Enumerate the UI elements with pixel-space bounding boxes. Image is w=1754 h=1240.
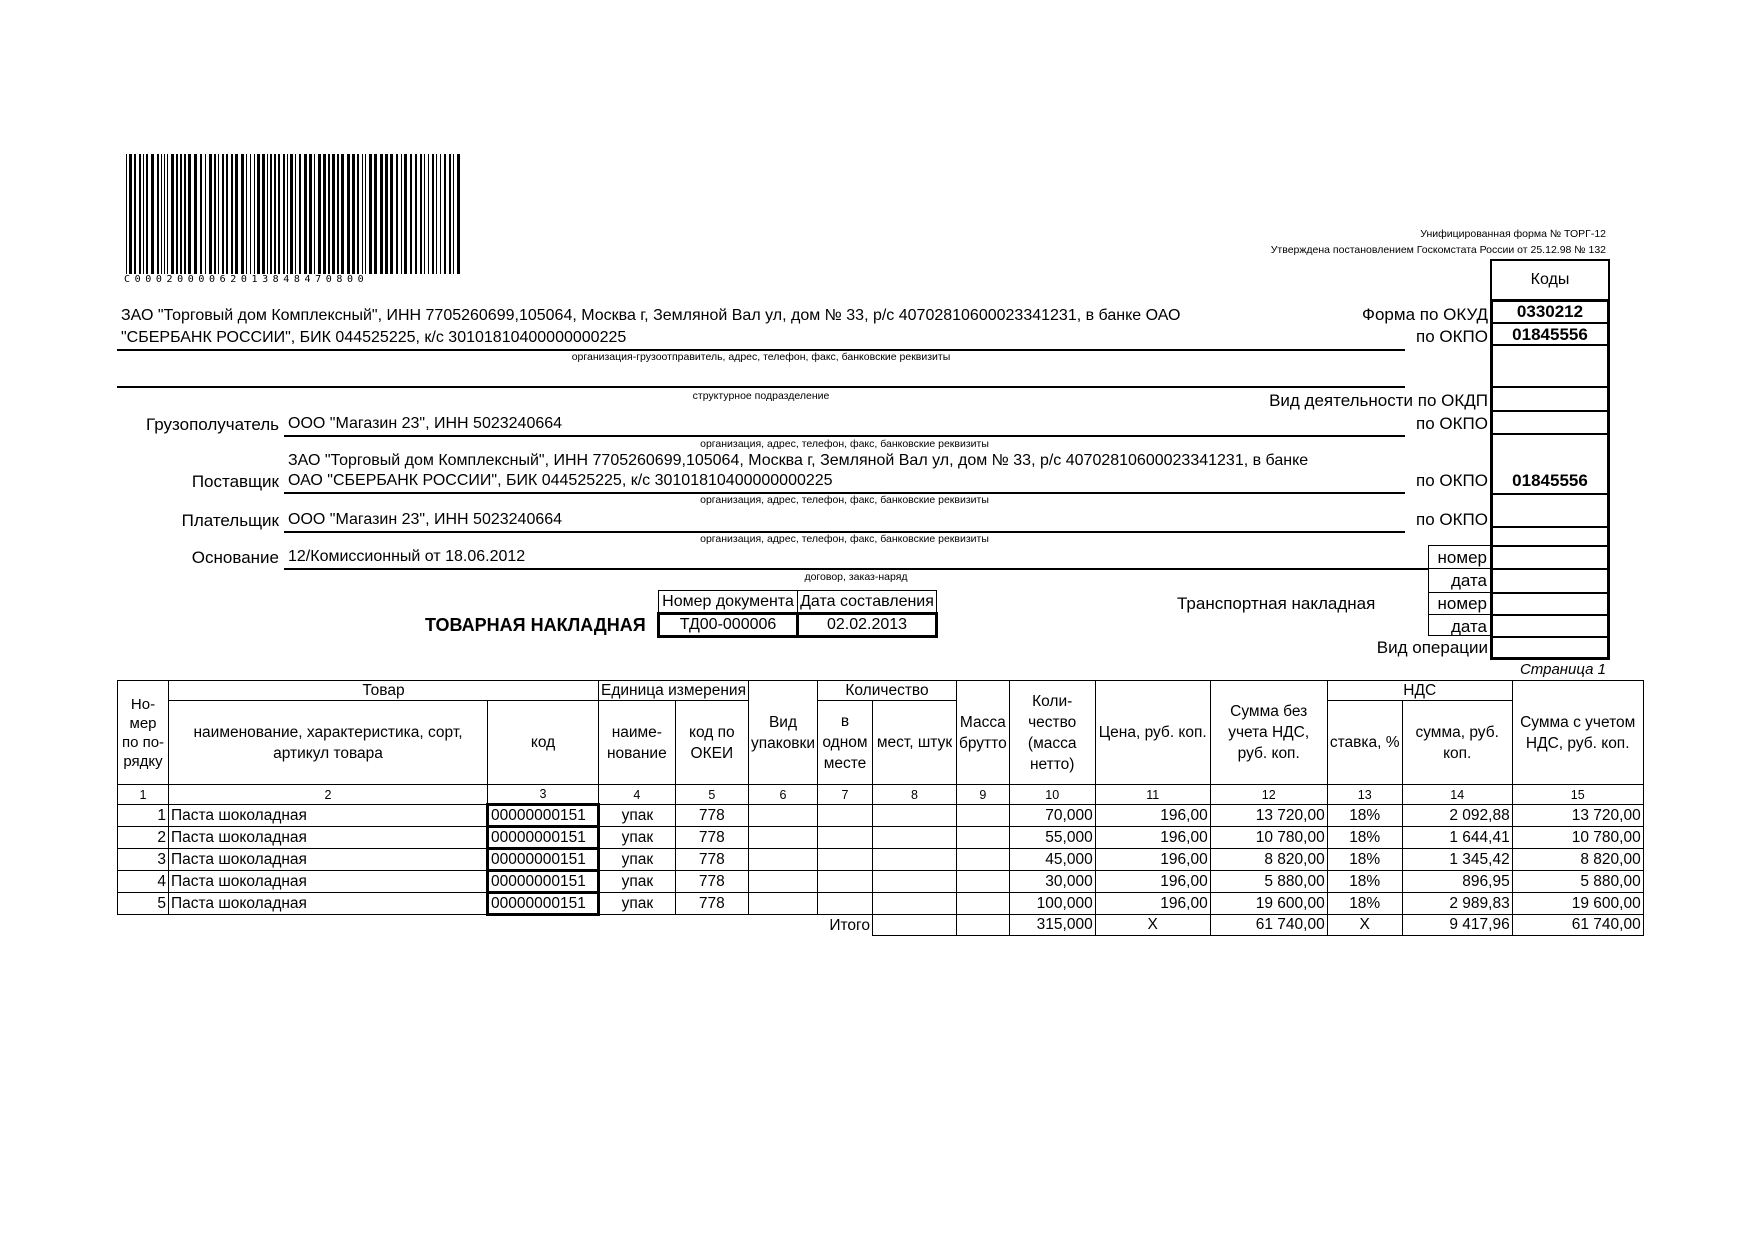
document-number-box	[657, 590, 938, 638]
barcode-bar	[428, 154, 429, 274]
barcode-bar	[167, 154, 168, 274]
barcode-bar	[180, 154, 182, 274]
barcode-bar	[246, 154, 247, 274]
barcode-bar	[235, 154, 238, 274]
table-row: 3 Паста шоколадная 00000000151 упак 778 45,000 196,00 8 820,00 18% 1 345,42 8 820,00	[118, 849, 1644, 871]
okpo-label: по ОКПО	[1416, 327, 1488, 346]
division-caption: структурное подразделение	[692, 390, 830, 402]
header-gross: Масса брутто	[956, 681, 1009, 785]
basis-number-label: номер	[1437, 548, 1487, 567]
header-sum-with-vat: Сумма с учетом НДС, руб. коп.	[1512, 681, 1643, 785]
transport-label: Транспортная накладная	[1177, 594, 1376, 613]
document-number-header: Номер документа	[659, 591, 798, 614]
basis-label: Основание	[191, 548, 279, 567]
barcode-bar	[209, 154, 212, 274]
barcode-bar	[200, 154, 202, 274]
barcode-bar	[328, 154, 330, 274]
barcode-bar	[420, 154, 422, 274]
table-row: 5 Паста шоколадная 00000000151 упак 778 100,000 196,00 19 600,00 18% 2 989,83 19 600,00	[118, 893, 1644, 915]
barcode-bar	[270, 154, 272, 274]
barcode-bar	[254, 154, 255, 274]
transport-date-label: дата	[1450, 617, 1487, 636]
barcode-bar	[151, 154, 154, 274]
supplier-okpo-value: 01845556	[1512, 471, 1588, 490]
page-label: Страница 1	[1519, 661, 1606, 678]
header-price: Цена, руб. коп.	[1095, 681, 1210, 785]
supplier-line-1: ЗАО "Торговый дом Комплексный", ИНН 7705260699,105064, Москва г, Земляной Вал ул, дом № 33, р/с 40702810600023341231, в банке	[288, 452, 1309, 469]
basis-caption: договор, заказ-наряд	[804, 571, 908, 583]
barcode-bar	[218, 154, 219, 274]
barcode-bar	[129, 154, 132, 274]
barcode-bar	[250, 154, 251, 274]
header-vat: НДС	[1327, 681, 1512, 701]
consignee-value: ООО "Магазин 23", ИНН 5023240664	[288, 415, 563, 432]
barcode-bar	[188, 154, 191, 274]
barcode-bar	[134, 154, 136, 274]
barcode-bar	[415, 154, 417, 274]
barcode-bar	[139, 154, 141, 274]
payer-okpo-label: по ОКПО	[1416, 510, 1488, 529]
okud-label: Форма по ОКУД	[1362, 305, 1488, 324]
barcode-bar	[295, 154, 296, 274]
barcode-bar	[453, 154, 454, 274]
barcode-bar	[337, 154, 339, 274]
barcode-bar	[267, 154, 268, 274]
basis-value: 12/Комиссионный от 18.06.2012	[288, 548, 526, 565]
barcode-bar	[457, 154, 460, 274]
shipper-line-2: "СБЕРБАНК РОССИИ", БИК 044525225, к/с 30101810400000000225	[121, 329, 627, 346]
barcode-bar	[214, 154, 216, 274]
totals-label: Итого	[829, 916, 870, 934]
header-goods: Товар	[169, 681, 599, 701]
barcode-bar	[369, 154, 372, 274]
barcode-bar	[314, 154, 315, 274]
supplier-label: Поставщик	[191, 472, 279, 491]
header-sum-no-vat: Сумма без учета НДС, руб. коп.	[1210, 681, 1327, 785]
barcode-bar	[161, 154, 162, 274]
barcode-bar	[410, 154, 412, 274]
table-row: 1 Паста шоколадная 00000000151 упак 778 70,000 196,00 13 720,00 18% 2 092,88 13 720,00	[118, 805, 1644, 827]
codes-title: Коды	[1530, 271, 1570, 288]
barcode-bar	[143, 154, 144, 274]
barcode-bar	[374, 154, 377, 274]
barcode-bar	[357, 154, 359, 274]
barcode-bar	[365, 154, 366, 274]
header-unit-okei: код по ОКЕИ	[675, 701, 748, 785]
okud-value: 0330212	[1516, 302, 1584, 321]
barcode-bar	[171, 154, 174, 274]
header-net: Коли-чество (масса нетто)	[1009, 681, 1095, 785]
barcode-bar	[226, 154, 228, 274]
barcode-bar	[440, 154, 441, 274]
barcode-bar	[184, 154, 186, 274]
items-table	[117, 680, 1644, 936]
supplier-caption: организация, адрес, телефон, факс, банковские реквизиты	[700, 494, 989, 506]
barcode-bar	[352, 154, 355, 274]
barcode-bar	[157, 154, 159, 274]
basis-date-label: дата	[1450, 571, 1487, 590]
barcode-bar	[299, 154, 301, 274]
barcode-bar	[449, 154, 451, 274]
barcode-bar	[362, 154, 363, 274]
consignee-okpo-label: по ОКПО	[1416, 414, 1488, 433]
barcode-bar	[164, 154, 165, 274]
supplier-line-2: ОАО "СБЕРБАНК РОССИИ", БИК 044525225, к/с 30101810400000000225	[288, 472, 833, 489]
header-unit-name: наиме-нование	[599, 701, 676, 785]
document-date-header: Дата составления	[798, 591, 937, 614]
document-number: ТД00-000006	[659, 614, 798, 637]
barcode-bar	[390, 154, 393, 274]
okpo-value: 01845556	[1512, 325, 1588, 344]
document-title: ТОВАРНАЯ НАКЛАДНАЯ	[425, 615, 646, 635]
header-vat-rate: ставка, %	[1327, 701, 1402, 785]
payer-caption: организация, адрес, телефон, факс, банковские реквизиты	[700, 533, 989, 545]
barcode-bar	[257, 154, 260, 274]
shipper-line-1: ЗАО "Торговый дом Комплексный", ИНН 7705260699,105064, Москва г, Земляной Вал ул, дом № 33, р/с 40702810600023341231, в банке ОАО	[121, 307, 1181, 324]
consignee-label: Грузополучатель	[146, 415, 279, 434]
barcode-bar	[205, 154, 206, 274]
document-date: 02.02.2013	[798, 614, 937, 637]
header-qty: Количество	[817, 681, 956, 701]
barcode-bar	[401, 154, 402, 274]
barcode-bar	[283, 154, 285, 274]
barcode-image	[124, 154, 464, 274]
payer-value: ООО "Магазин 23", ИНН 5023240664	[288, 511, 563, 528]
shipper-caption: организация-грузоотправитель, адрес, телефон, факс, банковские реквизиты	[571, 351, 951, 363]
table-row: 4 Паста шоколадная 00000000151 упак 778 30,000 196,00 5 880,00 18% 896,95 5 880,00	[118, 871, 1644, 893]
table-row: 2 Паста шоколадная 00000000151 упак 778 55,000 196,00 10 780,00 18% 1 644,41 10 780,00	[118, 827, 1644, 849]
barcode-bar	[274, 154, 276, 274]
header-goods-code: код	[488, 701, 599, 785]
transport-number-label: номер	[1437, 594, 1487, 613]
barcode-bar	[222, 154, 224, 274]
header-vat-sum: сумма, руб. коп.	[1402, 701, 1512, 785]
header-num: Но-мер по по-рядку	[118, 681, 169, 785]
form-type-line: Унифицированная форма № ТОРГ-12	[1420, 228, 1606, 240]
barcode-digits: C0002000062013848470800	[124, 274, 369, 285]
supplier-okpo-label: по ОКПО	[1416, 471, 1488, 490]
barcode-bar	[404, 154, 407, 274]
header-qty-in-one: в одном месте	[817, 701, 872, 785]
barcode-bar	[126, 154, 127, 274]
consignee-caption: организация, адрес, телефон, факс, банковские реквизиты	[700, 438, 989, 450]
barcode-bar	[290, 154, 293, 274]
header-unit: Единица измерения	[599, 681, 749, 701]
barcode-bar	[304, 154, 307, 274]
barcode-bar	[341, 154, 344, 274]
header-qty-places: мест, штук	[872, 701, 956, 785]
barcode-bar	[146, 154, 148, 274]
header-pack: Вид упаковки	[748, 681, 817, 785]
barcode-bar	[287, 154, 288, 274]
barcode-bar	[385, 154, 388, 274]
barcode-bar	[309, 154, 312, 274]
barcode-bar	[432, 154, 434, 274]
barcode-bar	[176, 154, 178, 274]
okdp-label: Вид деятельности по ОКДП	[1269, 391, 1488, 410]
barcode-bar	[444, 154, 446, 274]
barcode-bar	[436, 154, 437, 274]
barcode-bar	[241, 154, 244, 274]
barcode-bar	[231, 154, 233, 274]
totals-row: Итого 315,000 X 61 740,00 X 9 417,96 61 740,00	[118, 915, 1644, 936]
barcode-bar	[396, 154, 398, 274]
header-goods-name: наименование, характеристика, сорт, артикул товара	[169, 701, 488, 785]
operation-label: Вид операции	[1376, 638, 1488, 657]
payer-label: Плательщик	[181, 511, 279, 530]
form-approval-line: Утверждена постановлением Госкомстата России от 25.12.98 № 132	[1270, 244, 1606, 256]
barcode-bar	[332, 154, 335, 274]
barcode-bar	[323, 154, 326, 274]
barcode-bar	[318, 154, 321, 274]
column-numbers-row: 1 2 3 4 5 6 7 8 9 10 11 12 13 14 15	[118, 785, 1644, 805]
barcode-bar	[262, 154, 265, 274]
barcode-bar	[424, 154, 425, 274]
barcode-bar	[278, 154, 280, 274]
barcode-bar	[194, 154, 197, 274]
barcode-bar	[347, 154, 350, 274]
barcode-bar	[380, 154, 383, 274]
